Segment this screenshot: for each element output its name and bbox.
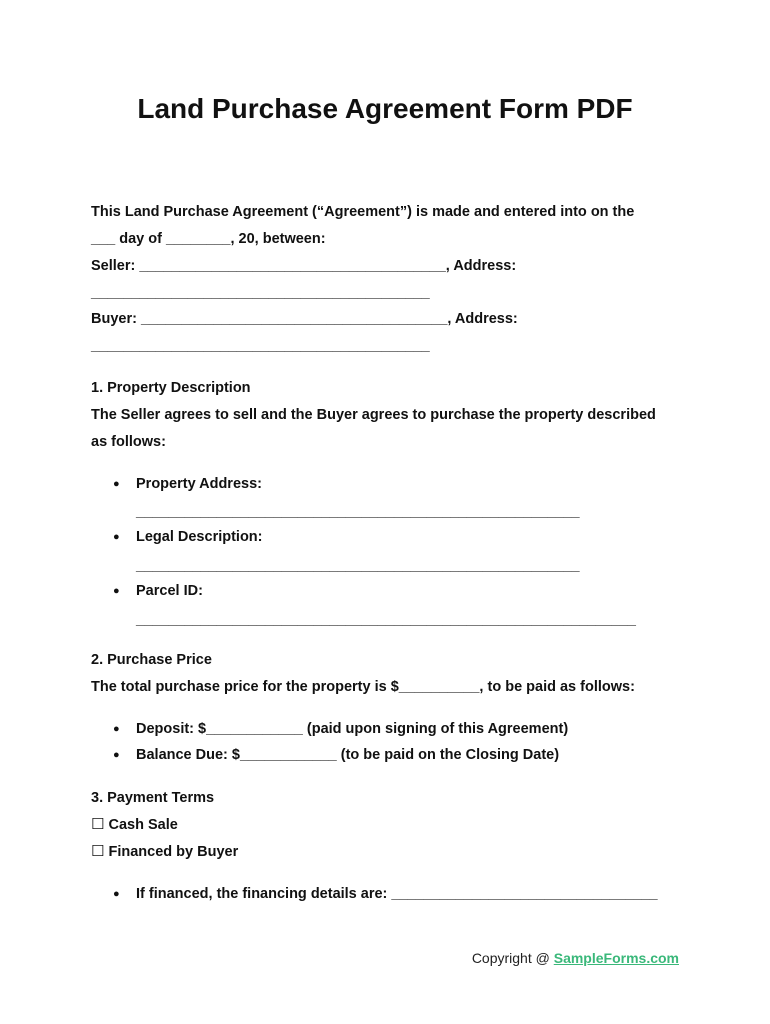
option-cash-sale [91, 815, 178, 834]
sampleforms-link[interactable]: SampleForms.com [553, 950, 679, 966]
financed-label: Financed by Buyer [108, 844, 239, 860]
list-item-financing-details [113, 885, 658, 903]
option-financed [91, 842, 238, 861]
buyer-line: Buyer: ______________________________________, Address: [91, 311, 518, 327]
section-3-heading: 3. Payment Terms [91, 790, 215, 806]
balance-due-text: Balance Due: $____________ (to be paid on the Closing Date) [136, 747, 560, 763]
deposit-text: Deposit: $____________ (paid upon signing of this Agreement) [136, 721, 569, 737]
list-item-balance-due [113, 746, 559, 764]
list-item-legal-description [113, 528, 263, 546]
checkbox-icon: ☐ [91, 842, 105, 860]
list-item-property-address [113, 475, 262, 493]
bullet-icon: ● [113, 531, 120, 543]
parcel-id-label: Parcel ID: [136, 583, 203, 599]
bullet-icon: ● [113, 749, 120, 761]
seller-address-line: __________________________________________ [91, 285, 430, 301]
copyright-prefix: Copyright @ [471, 950, 554, 966]
seller-line: Seller: ______________________________________, Address: [91, 258, 517, 274]
bullet-icon: ● [113, 723, 120, 735]
parcel-id-blank: ______________________________________________________________ [136, 612, 636, 628]
copyright-footer [472, 950, 679, 966]
property-address-label: Property Address: [136, 476, 262, 492]
financing-details-text: If financed, the financing details are: _________________________________ [136, 886, 658, 902]
section-2-text: The total purchase price for the property is $__________, to be paid as follows: [91, 679, 635, 695]
property-address-blank: _______________________________________________________ [136, 504, 580, 520]
legal-description-blank: _______________________________________________________ [136, 558, 580, 574]
intro-line-1: This Land Purchase Agreement (“Agreement”) is made and entered into on the [91, 204, 635, 220]
legal-description-label: Legal Description: [136, 529, 263, 545]
section-2-heading: 2. Purchase Price [91, 652, 212, 668]
cash-sale-label: Cash Sale [108, 817, 178, 833]
document-title: Land Purchase Agreement Form PDF [137, 93, 633, 124]
section-1-heading: 1. Property Description [91, 380, 251, 396]
buyer-address-line: __________________________________________ [91, 338, 430, 354]
list-item-parcel-id [113, 582, 203, 600]
section-1-text-2: as follows: [91, 434, 166, 450]
bullet-icon: ● [113, 585, 120, 597]
list-item-deposit [113, 720, 568, 738]
bullet-icon: ● [113, 478, 120, 490]
intro-line-2: ___ day of ________, 20, between: [91, 231, 326, 247]
bullet-icon: ● [113, 888, 120, 900]
section-1-text-1: The Seller agrees to sell and the Buyer agrees to purchase the property described [91, 407, 656, 423]
checkbox-icon: ☐ [91, 815, 105, 833]
